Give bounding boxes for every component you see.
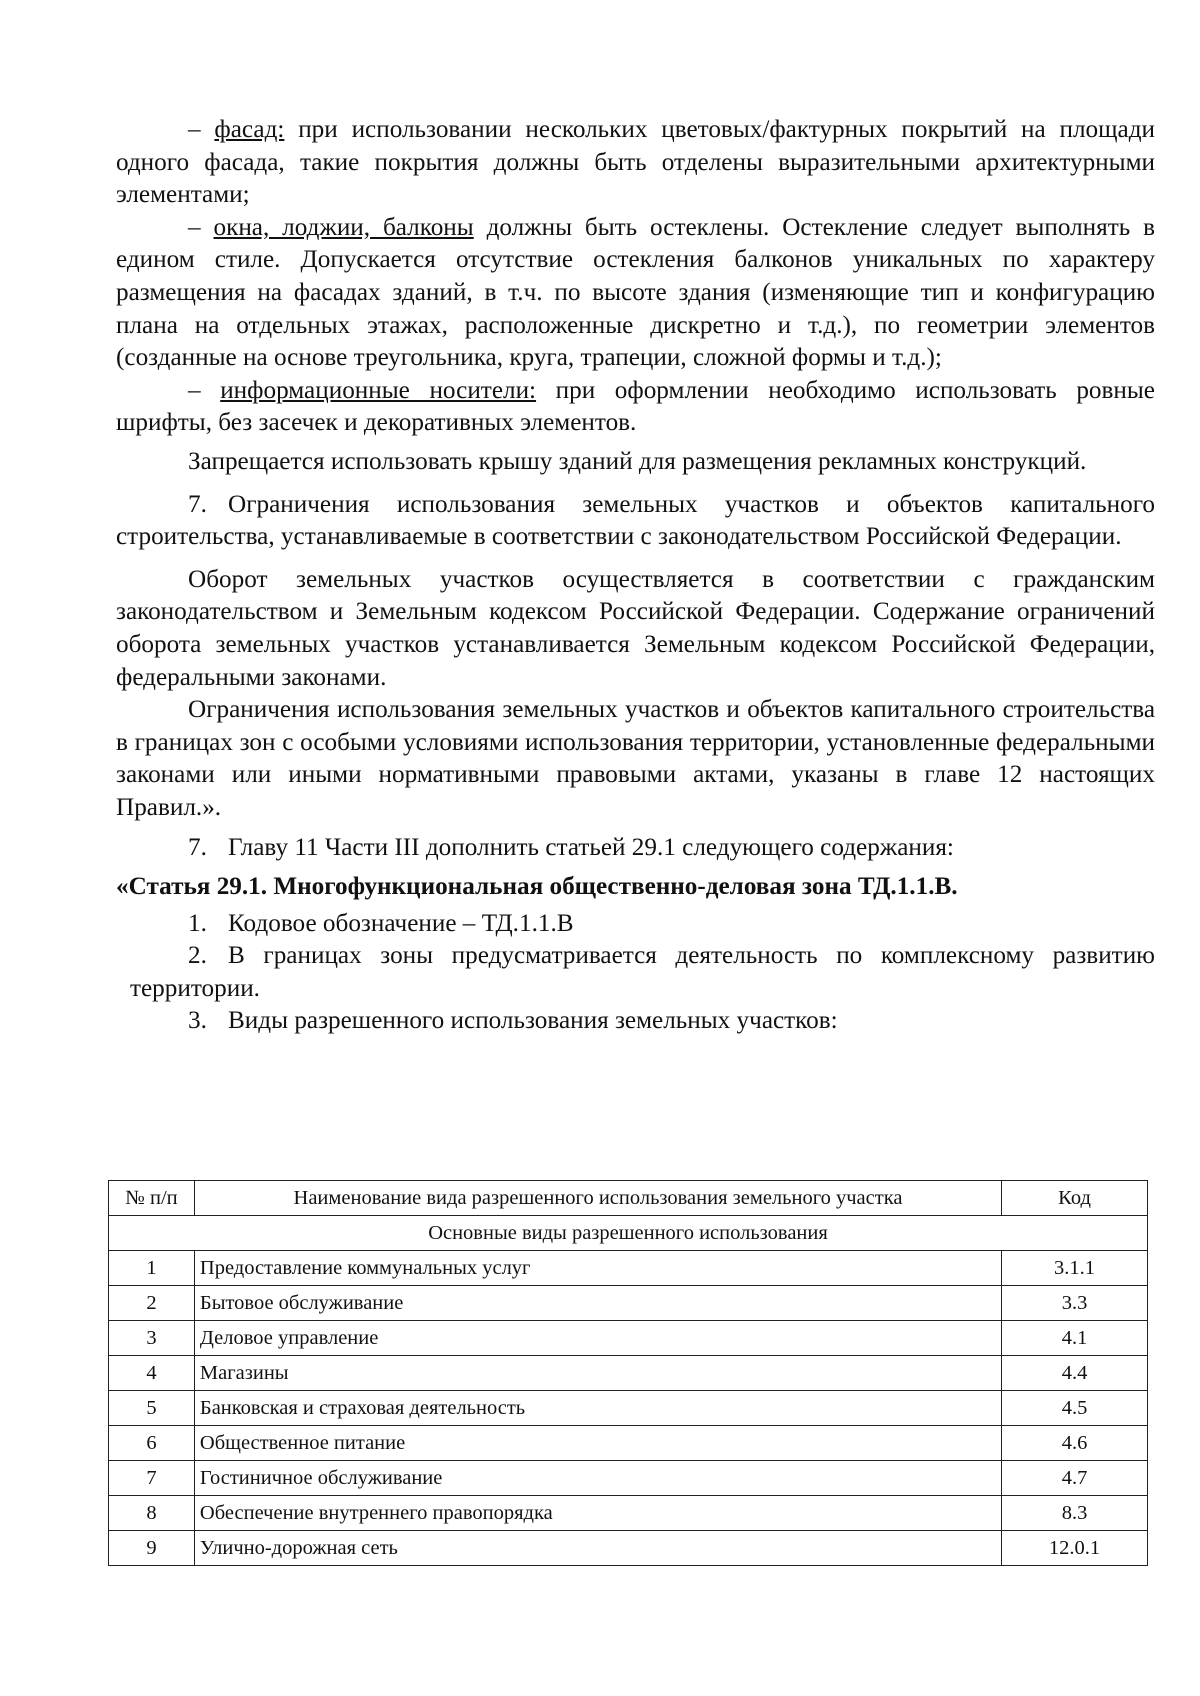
row-name: Деловое управление [194, 1321, 1001, 1356]
paragraph-land-turnover: Оборот земельных участков осуществляется в соответствии с гражданским законодательством и Земельным кодексом Российской Федерации. Содержание ограничений оборота земельных участков устанавливается Земельным кодексом Российской Федерации, федеральными законами. [116, 565, 1155, 691]
row-number: 6 [109, 1426, 195, 1461]
list-item-2: 2. В границах зоны предусматривается деятельность по комплексному развитию территории. [130, 942, 1155, 1002]
row-number: 2 [109, 1286, 195, 1321]
row-code: 4.1 [1002, 1321, 1148, 1356]
paragraph-item-7-chapter: 7. Главу 11 Части III дополнить статьей 29.1 следующего содержания: [188, 834, 954, 862]
row-number: 3 [109, 1321, 195, 1356]
document-body [116, 114, 1155, 1038]
row-code: 12.0.1 [1002, 1531, 1148, 1566]
table-row [109, 1321, 1148, 1356]
row-number: 8 [109, 1496, 195, 1531]
row-name: Общественное питание [194, 1426, 1001, 1461]
header-code: Код [1002, 1181, 1148, 1216]
table-row [109, 1356, 1148, 1391]
table-row [109, 1391, 1148, 1426]
table-header-row [109, 1181, 1148, 1216]
paragraph-zone-restrictions: Ограничения использования земельных участков и объектов капитального строительства в границах зон с особыми условиями использования территории, установленные федеральными законами или иными нормативными правовыми актами, указаны в главе 12 настоящих Правил.». [116, 696, 1155, 821]
paragraph-item-7-restrictions: 7. Ограничения использования земельных участков и объектов капитального строительства, устанавливаемые в соответствии с законодательством Российской Федерации. [116, 490, 1155, 551]
list-item-3: 3. Виды разрешенного использования земельных участков: [188, 1007, 838, 1035]
row-number: 9 [109, 1531, 195, 1566]
row-name: Гостиничное обслуживание [194, 1461, 1001, 1496]
term-windows: окна, лоджии, балконы [213, 213, 474, 241]
row-name: Банковская и страховая деятельность [194, 1391, 1001, 1426]
row-code: 8.3 [1002, 1496, 1148, 1531]
table-section-row [109, 1216, 1148, 1251]
article-heading: «Статья 29.1. Многофункциональная общественно-деловая зона ТД.1.1.В. [116, 873, 958, 901]
row-code: 3.1.1 [1002, 1251, 1148, 1286]
row-name: Магазины [194, 1356, 1001, 1391]
row-name: Улично-дорожная сеть [194, 1531, 1001, 1566]
row-code: 4.6 [1002, 1426, 1148, 1461]
header-number: № п/п [109, 1181, 195, 1216]
row-code: 4.7 [1002, 1461, 1148, 1496]
paragraph-info-carriers: – информационные носители: при оформлении необходимо использовать ровные шрифты, без засечек и декоративных элементов. [116, 376, 1155, 437]
row-name: Бытовое обслуживание [194, 1286, 1001, 1321]
term-facade: фасад: [214, 116, 285, 143]
row-number: 4 [109, 1356, 195, 1391]
paragraph-roof-prohibition: Запрещается использовать крышу зданий для размещения рекламных конструкций. [188, 447, 1087, 475]
row-number: 1 [109, 1251, 195, 1286]
table-row [109, 1496, 1148, 1531]
row-name: Обеспечение внутреннего правопорядка [194, 1496, 1001, 1531]
row-code: 3.3 [1002, 1286, 1148, 1321]
row-name: Предоставление коммунальных услуг [194, 1251, 1001, 1286]
table-row [109, 1426, 1148, 1461]
section-title: Основные виды разрешенного использования [109, 1216, 1148, 1251]
paragraph-facade: – фасад: при использовании нескольких цветовых/фактурных покрытий на площади одного фасада, такие покрытия должны быть отделены выразительными архитектурными элементами; [116, 116, 1156, 209]
land-use-table [108, 1180, 1148, 1566]
row-number: 7 [109, 1461, 195, 1496]
row-code: 4.5 [1002, 1391, 1148, 1426]
header-name: Наименование вида разрешенного использования земельного участка [194, 1181, 1001, 1216]
list-item-1: 1. Кодовое обозначение – ТД.1.1.В [188, 909, 574, 937]
table-row [109, 1461, 1148, 1496]
table-row [109, 1286, 1148, 1321]
row-number: 5 [109, 1391, 195, 1426]
paragraph-windows: – окна, лоджии, балконы должны быть остеклены. Остекление следует выполнять в едином стиле. Допускается отсутствие остекления балконов уникальных по характеру размещения на фасадах зданий, в т.ч. по высоте здания (изменяющие тип и конфигурацию плана на отдельных этажах, расположенные дискретно и т.д.), по геометрии элементов (созданные на основе треугольника, круга, трапеции, сложной формы и т.д.); [116, 213, 1155, 372]
term-info-carriers: информационные носители: [220, 376, 537, 404]
table-row [109, 1531, 1148, 1566]
table-row [109, 1251, 1148, 1286]
row-code: 4.4 [1002, 1356, 1148, 1391]
